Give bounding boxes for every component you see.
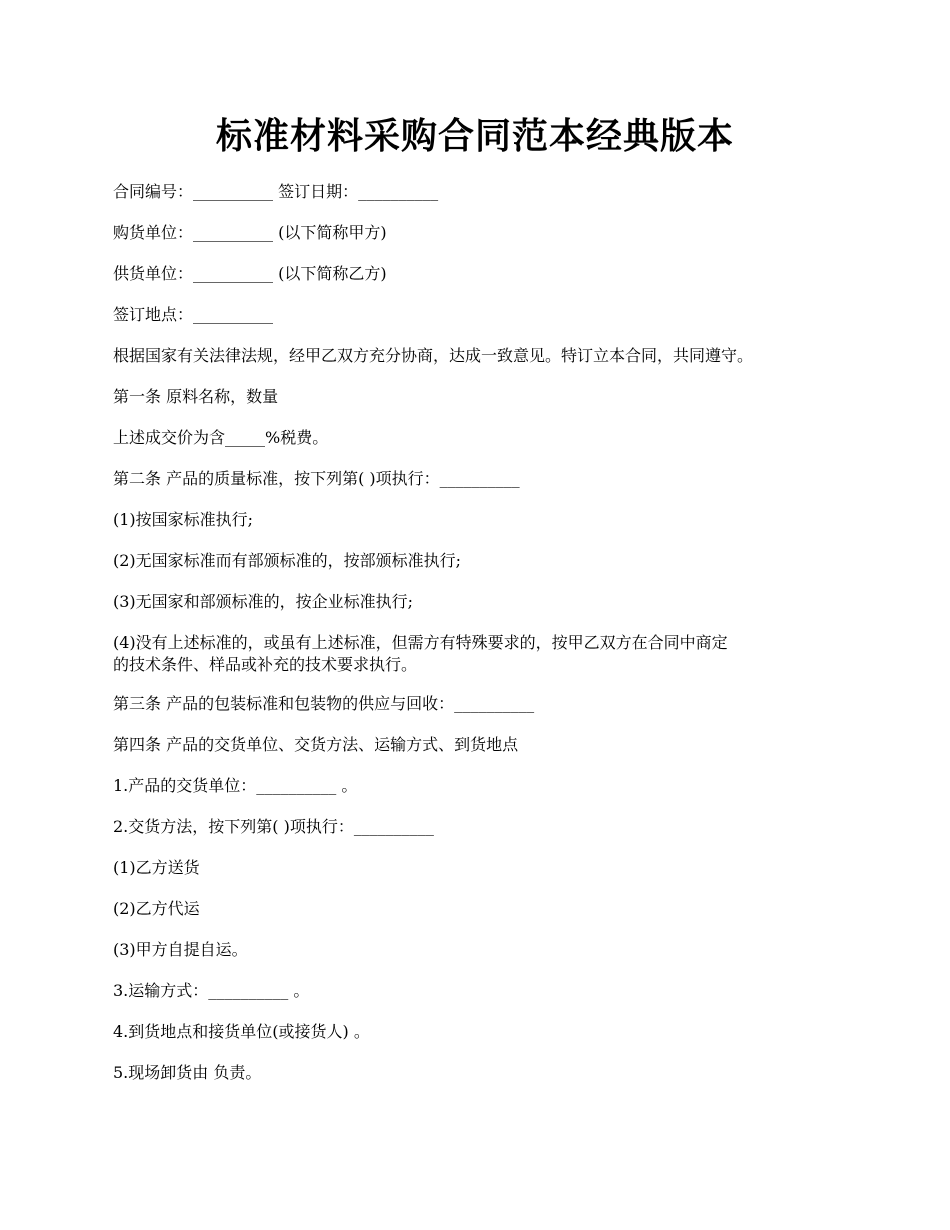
paragraph-article-1: 第一条 原料名称，数量 [113,387,279,406]
paragraph-contract-number: 合同编号：__________ 签订日期：__________ [113,182,439,201]
paragraph-item-3: (3)无国家和部颁标准的，按企业标准执行; [113,592,414,611]
paragraph-signing-place: 签订地点：__________ [113,305,274,324]
paragraph-delivery-option-2: (2)乙方代运 [113,899,200,918]
paragraph-delivery-option-3: (3)甲方自提自运。 [113,940,248,959]
paragraph-tax: 上述成交价为含_____%税费。 [113,428,329,447]
paragraph-unloading: 5.现场卸货由 负责。 [113,1063,262,1082]
paragraph-item-4: (4)没有上述标准的，或虽有上述标准，但需方有特殊要求的，按甲乙双方在合同中商定 的技术条件、样品或补充的技术要求执行。 [113,633,728,674]
paragraph-destination: 4.到货地点和接货单位(或接货人) 。 [113,1022,370,1041]
paragraph-item-2: (2)无国家标准而有部颁标准的，按部颁标准执行; [113,551,462,570]
paragraph-delivery-unit: 1.产品的交货单位：__________ 。 [113,776,358,795]
paragraph-article-4: 第四条 产品的交货单位、交货方法、运输方式、到货地点 [113,735,519,754]
paragraph-buyer: 购货单位：__________ (以下简称甲方) [113,223,387,242]
paragraph-supplier: 供货单位：__________ (以下简称乙方) [113,264,387,283]
paragraph-item-1: (1)按国家标准执行; [113,510,254,529]
paragraph-delivery-method: 2.交货方法，按下列第( )项执行：__________ [113,817,434,836]
paragraph-delivery-option-1: (1)乙方送货 [113,858,200,877]
document-title: 标准材料采购合同范本经典版本 [215,115,734,157]
paragraph-preamble: 根据国家有关法律法规，经甲乙双方充分协商，达成一致意见。特订立本合同，共同遵守。 [113,346,754,365]
document-body [113,181,873,1103]
paragraph-article-3: 第三条 产品的包装标准和包装物的供应与回收：__________ [113,694,535,713]
paragraph-transport: 3.运输方式：__________ 。 [113,981,310,1000]
paragraph-article-2: 第二条 产品的质量标准，按下列第( )项执行：__________ [113,469,520,488]
